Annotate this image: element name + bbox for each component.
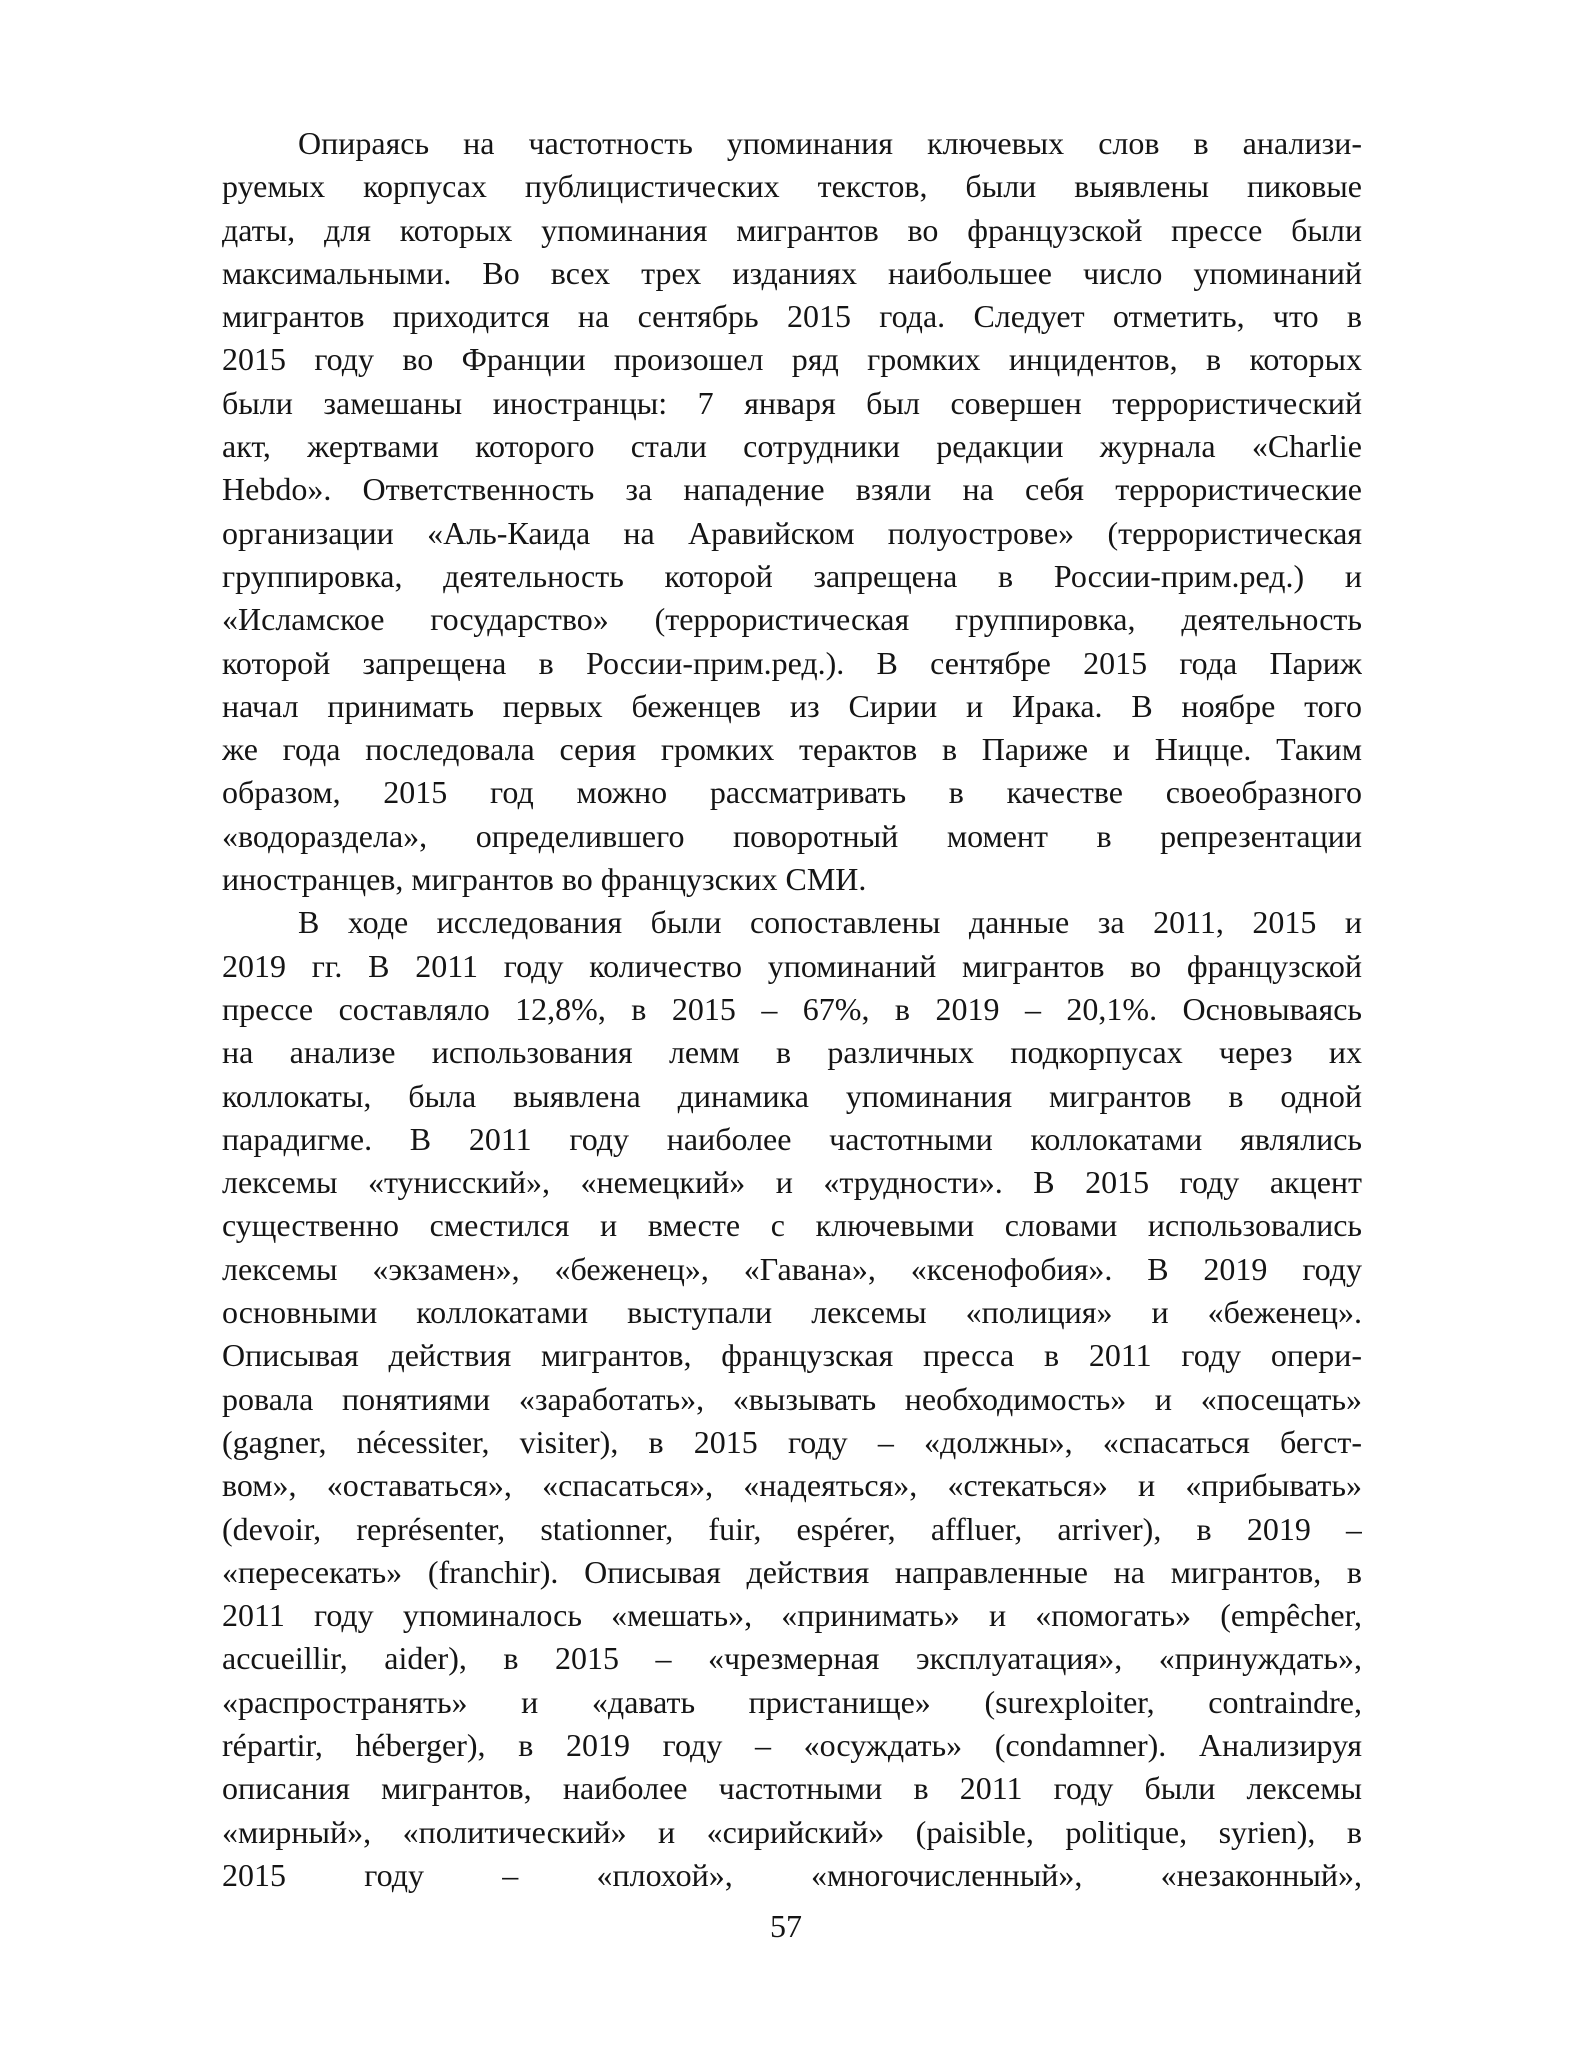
text-line: (gagner, nécessiter, visiter), в 2015 году – «должны», «спасаться бегст- [222, 1423, 1362, 1460]
text-line: мигрантов приходится на сентябрь 2015 года. Следует отметить, что в [222, 298, 1362, 335]
text-line: 2015 году – «плохой», «многочисленный», «незаконный», [222, 1856, 1362, 1893]
text-line: 2015 году во Франции произошел ряд громких инцидентов, в которых [222, 341, 1362, 378]
text-line: описания мигрантов, наиболее частотными в 2011 году были лексемы [222, 1770, 1362, 1807]
text-line: 2019 гг. В 2011 году количество упоминаний мигрантов во французской [222, 947, 1362, 984]
text-line: лексемы «тунисский», «немецкий» и «трудности». В 2015 году акцент [222, 1164, 1362, 1201]
text-line: В ходе исследования были сопоставлены данные за 2011, 2015 и [298, 904, 1362, 941]
text-line: максимальными. Во всех трех изданиях наибольшее число упоминаний [222, 254, 1362, 291]
text-line: акт, жертвами которого стали сотрудники редакции журнала «Charlie [222, 428, 1362, 465]
text-line: Опираясь на частотность упоминания ключевых слов в анализи- [298, 125, 1362, 161]
text-line: на анализе использования лемм в различных подкорпусах через их [222, 1034, 1362, 1071]
text-line: «мирный», «политический» и «сирийский» (paisible, politique, syrien), в [222, 1813, 1362, 1850]
text-line: руемых корпусах публицистических текстов, были выявлены пиковые [222, 168, 1362, 205]
text-line: коллокаты, была выявлена динамика упоминания мигрантов в одной [222, 1077, 1362, 1114]
text-line: ровала понятиями «заработать», «вызывать необходимость» и «посещать» [222, 1380, 1362, 1417]
text-line: которой запрещена в России-прим.ред.). В сентябре 2015 года Париж [222, 644, 1362, 681]
text-line: лексемы «экзамен», «беженец», «Гавана», «ксенофобия». В 2019 году [222, 1250, 1362, 1287]
text-line: «пересекать» (franchir). Описывая действия направленные на мигрантов, в [222, 1553, 1362, 1590]
text-line: «водораздела», определившего поворотный момент в репрезентации [222, 817, 1362, 854]
text-line: начал принимать первых беженцев из Сирии и Ирака. В ноябре того [222, 687, 1362, 724]
text-line: группировка, деятельность которой запрещена в России-прим.ред.) и [222, 557, 1362, 594]
text-line: вом», «оставаться», «спасаться», «надеяться», «стекаться» и «прибывать» [222, 1467, 1362, 1504]
text-line: accueillir, aider), в 2015 – «чрезмерная эксплуатация», «принуждать», [222, 1640, 1362, 1677]
text-line: были замешаны иностранцы: 7 января был совершен террористический [222, 384, 1362, 421]
text-line: (devoir, représenter, stationner, fuir, espérer, affluer, arriver), в 2019 – [222, 1510, 1362, 1547]
text-line: 2011 году упоминалось «мешать», «принимать» и «помогать» (empêcher, [222, 1597, 1362, 1634]
text-line: прессе составляло 12,8%, в 2015 – 67%, в 2019 – 20,1%. Основываясь [222, 990, 1362, 1027]
text-line: образом, 2015 год можно рассматривать в качестве своеобразного [222, 774, 1362, 811]
text-line: «распространять» и «давать пристанище» (surexploiter, contraindre, [222, 1683, 1362, 1720]
text-line: существенно сместился и вместе с ключевыми словами использовались [222, 1207, 1362, 1244]
text-line: парадигме. В 2011 году наиболее частотными коллокатами являлись [222, 1120, 1362, 1157]
text-line: даты, для которых упоминания мигрантов во французской прессе были [222, 211, 1362, 248]
text-line: же года последовала серия громких терактов в Париже и Ницце. Таким [222, 731, 1362, 768]
text-line: основными коллокатами выступали лексемы «полиция» и «беженец». [222, 1294, 1362, 1331]
paragraph-1 [222, 122, 1362, 901]
text-line: Описывая действия мигрантов, французская пресса в 2011 году опери- [222, 1337, 1362, 1374]
text-line: répartir, héberger), в 2019 году – «осуждать» (condamner). Анализируя [222, 1726, 1362, 1763]
text-line: иностранцев, мигрантов во французских СМИ. [222, 861, 867, 898]
text-line: «Исламское государство» (террористическая группировка, деятельность [222, 601, 1362, 638]
text-line: организации «Аль-Каида на Аравийском полуострове» (террористическая [222, 514, 1362, 551]
body-text [222, 122, 1362, 1897]
text-line: Hebdo». Ответственность за нападение взяли на себя террористические [222, 471, 1362, 508]
paragraph-2 [222, 901, 1362, 1897]
page-number: 57 [770, 1908, 802, 1944]
